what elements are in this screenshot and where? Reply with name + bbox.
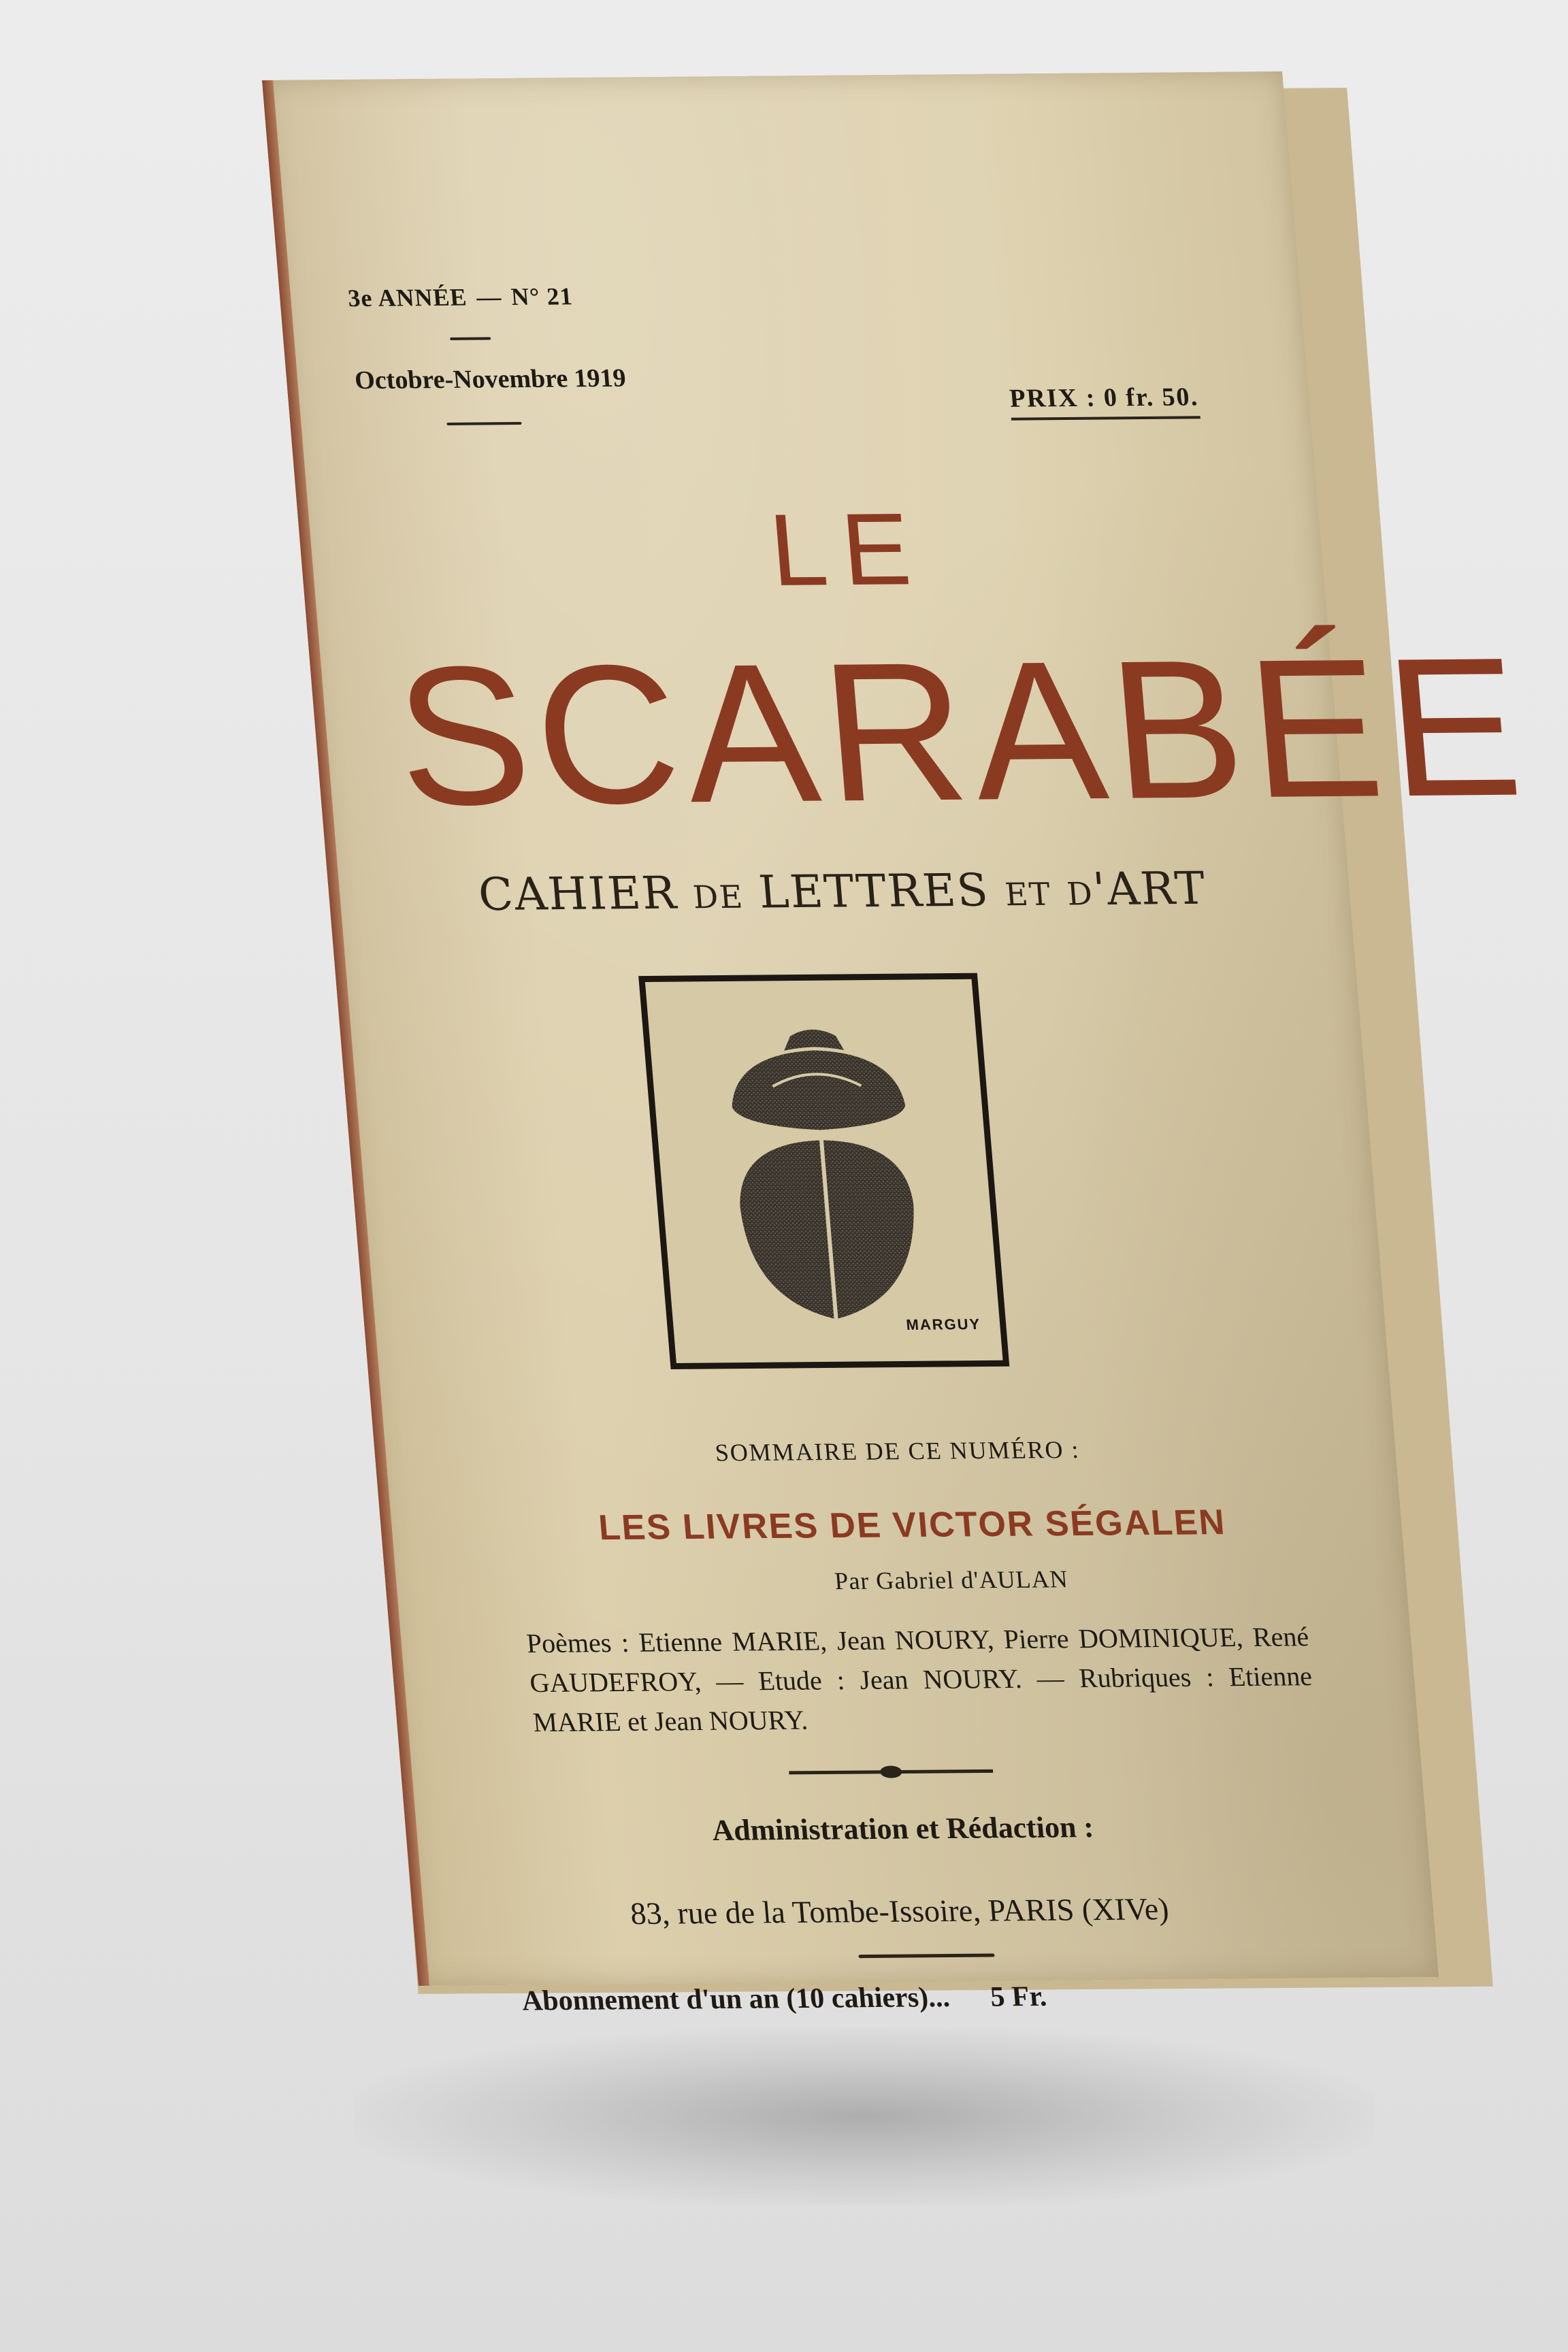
title-article: LE — [765, 491, 930, 607]
divider-ornament — [788, 1763, 994, 1781]
issue-rule — [450, 337, 491, 340]
magazine-title: SCARABÉE — [388, 616, 1535, 847]
subscription-line — [521, 1980, 1048, 2018]
subscription-price: 5 Fr. — [989, 1980, 1048, 2013]
woodcut-signature: MARGUY — [905, 1316, 982, 1333]
issue-dash: — — [475, 283, 503, 311]
scarab-icon — [645, 979, 1003, 1363]
address-rule — [858, 1953, 994, 1958]
scarab-woodcut — [638, 973, 1009, 1369]
date-rule — [446, 422, 521, 425]
feature-title: LES LIVRES DE VICTOR SÉGALEN — [597, 1503, 1228, 1548]
magazine-subtitle: CAHIER de LETTRES et d'ART — [476, 862, 1209, 921]
issue-date: Octobre-Novembre 1919 — [353, 363, 627, 395]
administration-label: Administration et Rédaction : — [710, 1810, 1095, 1847]
subscription-label: Abonnement d'un an (10 cahiers)... — [521, 1982, 951, 2017]
issue-price: PRIX : 0 fr. 50. — [1009, 382, 1200, 420]
issue-line — [347, 282, 574, 312]
feature-author: Par Gabriel d'AULAN — [833, 1565, 1070, 1595]
issue-number: N° 21 — [510, 282, 574, 311]
magazine-cover — [262, 71, 1535, 2017]
issue-year: 3e ANNÉE — [346, 283, 468, 312]
address: 83, rue de la Tombe-Issoire, PARIS (XIVe) — [629, 1891, 1171, 1931]
cover-shadow — [354, 2028, 1375, 2205]
summary-label: SOMMAIRE DE CE NUMÉRO : — [714, 1435, 1081, 1467]
contents-list: Poèmes : Etienne MARIE, Jean NOURY, Pierre DOMINIQUE, René GAUDEFROY, — Etude : Jean NOURY. — Rubriques : Etienne MARIE et Jean NOURY. — [525, 1621, 1313, 1738]
